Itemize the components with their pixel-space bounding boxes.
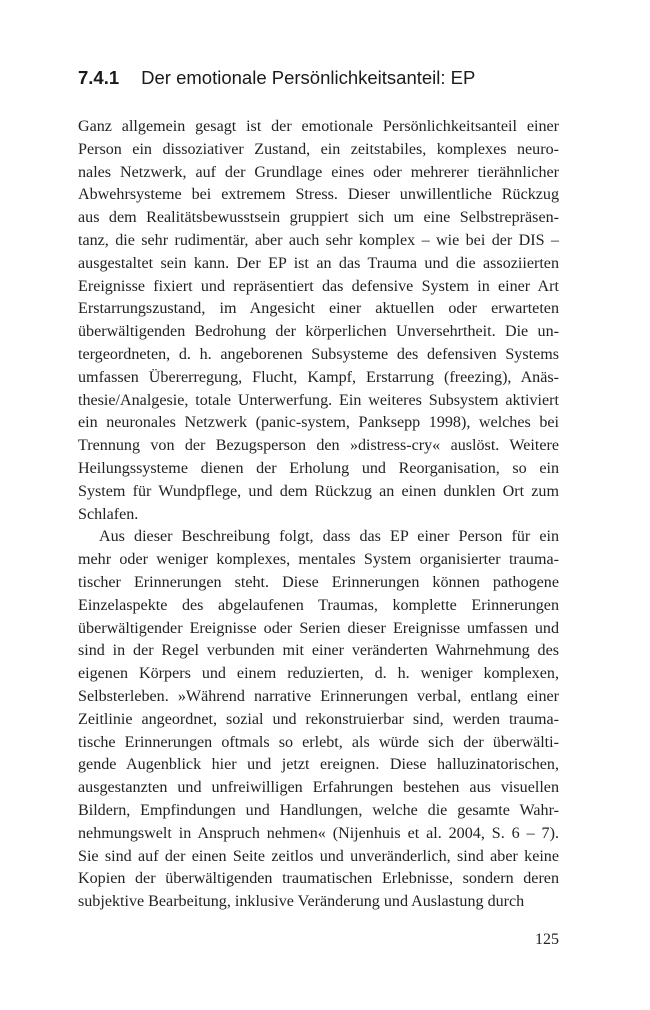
text-line: Aus dieser Beschreibung folgt, dass das EP einer Person für ein <box>99 528 559 546</box>
text-line: überwältigenden Bedrohung der körperlichen Unversehrtheit. Die un- <box>78 323 559 341</box>
text-line: ein neuronales Netzwerk (panic-system, Panksepp 1998), welches bei <box>78 414 559 432</box>
section-number: 7.4.1 <box>78 67 120 88</box>
text-line: subjektive Bearbeitung, inklusive Veränderung und Auslastung durch <box>78 893 525 911</box>
text-line: Person ein dissoziativer Zustand, ein zeitstabiles, komplexes neuro- <box>78 140 559 158</box>
text-line: Schlafen. <box>78 505 139 523</box>
page-number: 125 <box>535 931 559 948</box>
text-line: System für Wundpflege, und dem Rückzug an einen dunklen Ort zum <box>78 482 559 500</box>
paragraph-2 <box>78 526 559 914</box>
section-heading <box>78 66 578 90</box>
text-line: eigenen Körpers und einem reduzierten, d. h. weniger komplexen, <box>78 665 559 683</box>
text-line: tanz, die sehr rudimentär, aber auch sehr komplex – wie bei der DIS – <box>78 231 559 249</box>
text-line: aus dem Realitätsbewusstsein gruppiert sich um eine Selbstrepräsen- <box>78 209 559 227</box>
text-line: Abwehrsysteme bei extremem Stress. Dieser unwillentliche Rückzug <box>78 186 559 204</box>
text-line: gende Augenblick hier und jetzt ereignen. Diese halluzinatorischen, <box>78 756 559 774</box>
text-line: überwältigender Ereignisse oder Serien dieser Ereignisse umfassen und <box>78 619 559 637</box>
text-line: Zeitlinie angeordnet, sozial und rekonstruierbar sind, werden trauma- <box>78 710 559 728</box>
section-title: Der emotionale Persönlichkeitsanteil: EP <box>141 67 476 88</box>
text-line: Einzelaspekte des abgelaufenen Traumas, komplette Erinnerungen <box>78 596 559 614</box>
text-line: tergeordneten, d. h. angeborenen Subsysteme des defensiven Systems <box>78 345 559 363</box>
text-line: umfassen Übererregung, Flucht, Kampf, Erstarrung (freezing), Anäs- <box>78 368 559 386</box>
text-line: Sie sind auf der einen Seite zeitlos und unveränderlich, sind aber keine <box>78 847 559 865</box>
text-line: Erstarrungszustand, im Angesicht einer aktuellen oder erwarteten <box>78 300 559 318</box>
text-line: nales Netzwerk, auf der Grundlage eines oder mehrerer tierähnlicher <box>78 163 559 181</box>
text-line: ausgestanzten und unfreiwilligen Erfahrungen bestehen aus visuellen <box>78 779 559 797</box>
text-line: Ganz allgemein gesagt ist der emotionale Persönlichkeitsanteil einer <box>78 118 559 135</box>
text-line: Selbsterleben. »Während narrative Erinnerungen verbal, entlang einer <box>78 687 559 705</box>
body-text <box>78 116 559 914</box>
text-line: nehmungswelt in Anspruch nehmen« (Nijenhuis et al. 2004, S. 6 – 7). <box>78 824 559 842</box>
text-line: Trennung von der Bezugsperson den »distress-cry« auslöst. Weitere <box>78 437 559 455</box>
text-line: mehr oder weniger komplexes, mentales System organisierter trauma- <box>78 551 559 569</box>
text-line: Heilungssysteme dienen der Erholung und Reorganisation, so ein <box>78 459 559 477</box>
text-line: Ereignisse fixiert und repräsentiert das defensive System in einer Art <box>78 277 559 295</box>
text-line: sind in der Regel verbunden mit einer veränderten Wahrnehmung des <box>78 642 559 660</box>
text-line: ausgestaltet sein kann. Der EP ist an das Trauma und die assoziierten <box>78 254 559 272</box>
text-line: tische Erinnerungen oftmals so erlebt, als würde sich der überwälti- <box>78 733 559 751</box>
paragraph-1 <box>78 116 559 526</box>
text-line: Kopien der überwältigenden traumatischen Erlebnisse, sondern deren <box>78 870 559 888</box>
text-line: tischer Erinnerungen steht. Diese Erinnerungen können pathogene <box>78 573 559 591</box>
text-line: thesie/Analgesie, totale Unterwerfung. Ein weiteres Subsystem aktiviert <box>78 391 559 409</box>
text-line: Bildern, Empfindungen und Handlungen, welche die gesamte Wahr- <box>78 801 559 819</box>
